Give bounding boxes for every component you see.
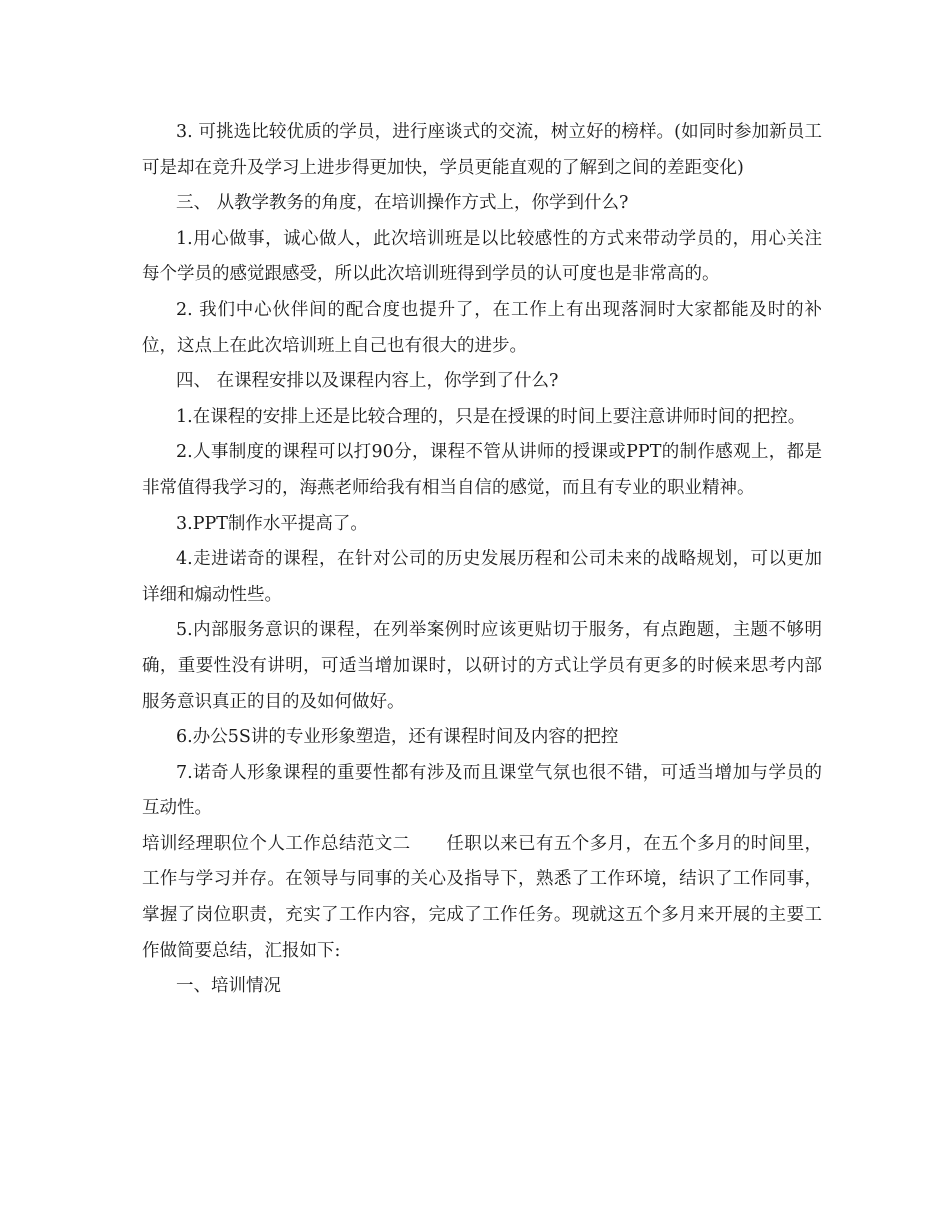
paragraph-9: 6.办公5S讲的专业形象塑造，还有课程时间及内容的把控 <box>176 727 619 748</box>
paragraph-4: 1.在课程的安排上还是比较合理的，只是在授课的时间上要注意讲师时间的把控。 <box>176 406 806 427</box>
section-heading-training: 一、培训情况 <box>176 976 281 997</box>
section-heading-4: 四、 在课程安排以及课程内容上，你学到了什么? <box>176 371 559 392</box>
paragraph-7: 4.走进诺奇的课程，在针对公司的历史发展历程和公司未来的战略规划，可以更加详细和煽动性些。 <box>142 549 822 605</box>
document-body <box>142 115 822 1005</box>
paragraph-3: 2. 我们中心伙伴间的配合度也提升了，在工作上有出现落洞时大家都能及时的补位，这点上在此次培训班上自己也有很大的进步。 <box>142 299 822 356</box>
paragraph-5: 2.人事制度的课程可以打90分，课程不管从讲师的授课或PPT的制作感观上，都是非常值得我学习的，海燕老师给我有相当自信的感觉，而且有专业的职业精神。 <box>142 442 822 498</box>
paragraph-10: 7.诺奇人形象课程的重要性都有涉及而且课堂气氛也很不错，可适当增加与学员的互动性。 <box>142 762 822 819</box>
section-heading-3: 三、 从教学教务的角度，在培训操作方式上，你学到什么? <box>176 193 629 214</box>
paragraph-6: 3.PPT制作水平提高了。 <box>176 513 368 534</box>
paragraph-8: 5.内部服务意识的课程，在列举案例时应该更贴切于服务，有点跑题，主题不够明确，重要性没有讲明，可适当增加课时，以研讨的方式让学员有更多的时候来思考内部服务意识真正的目的及如何做好。 <box>142 620 822 712</box>
paragraph-2: 1.用心做事，诚心做人，此次培训班是以比较感性的方式来带动学员的，用心关注每个学员的感觉跟感受，所以此次培训班得到学员的认可度也是非常高的。 <box>142 228 822 285</box>
paragraph-1: 3. 可挑选比较优质的学员，进行座谈式的交流，树立好的榜样。(如同时参加新员工可是却在竞升及学习上进步得更加快，学员更能直观的了解到之间的差距变化) <box>142 122 822 178</box>
summary-title-paragraph: 培训经理职位个人工作总结范文二 任职以来已有五个多月，在五个多月的时间里，工作与学习并存。在领导与同事的关心及指导下，熟悉了工作环境，结识了工作同事，掌握了岗位职责，充实了工作内容，完成了工作任务。现就这五个多月来开展的主要工作做简要总结，汇报如下: <box>142 833 822 961</box>
